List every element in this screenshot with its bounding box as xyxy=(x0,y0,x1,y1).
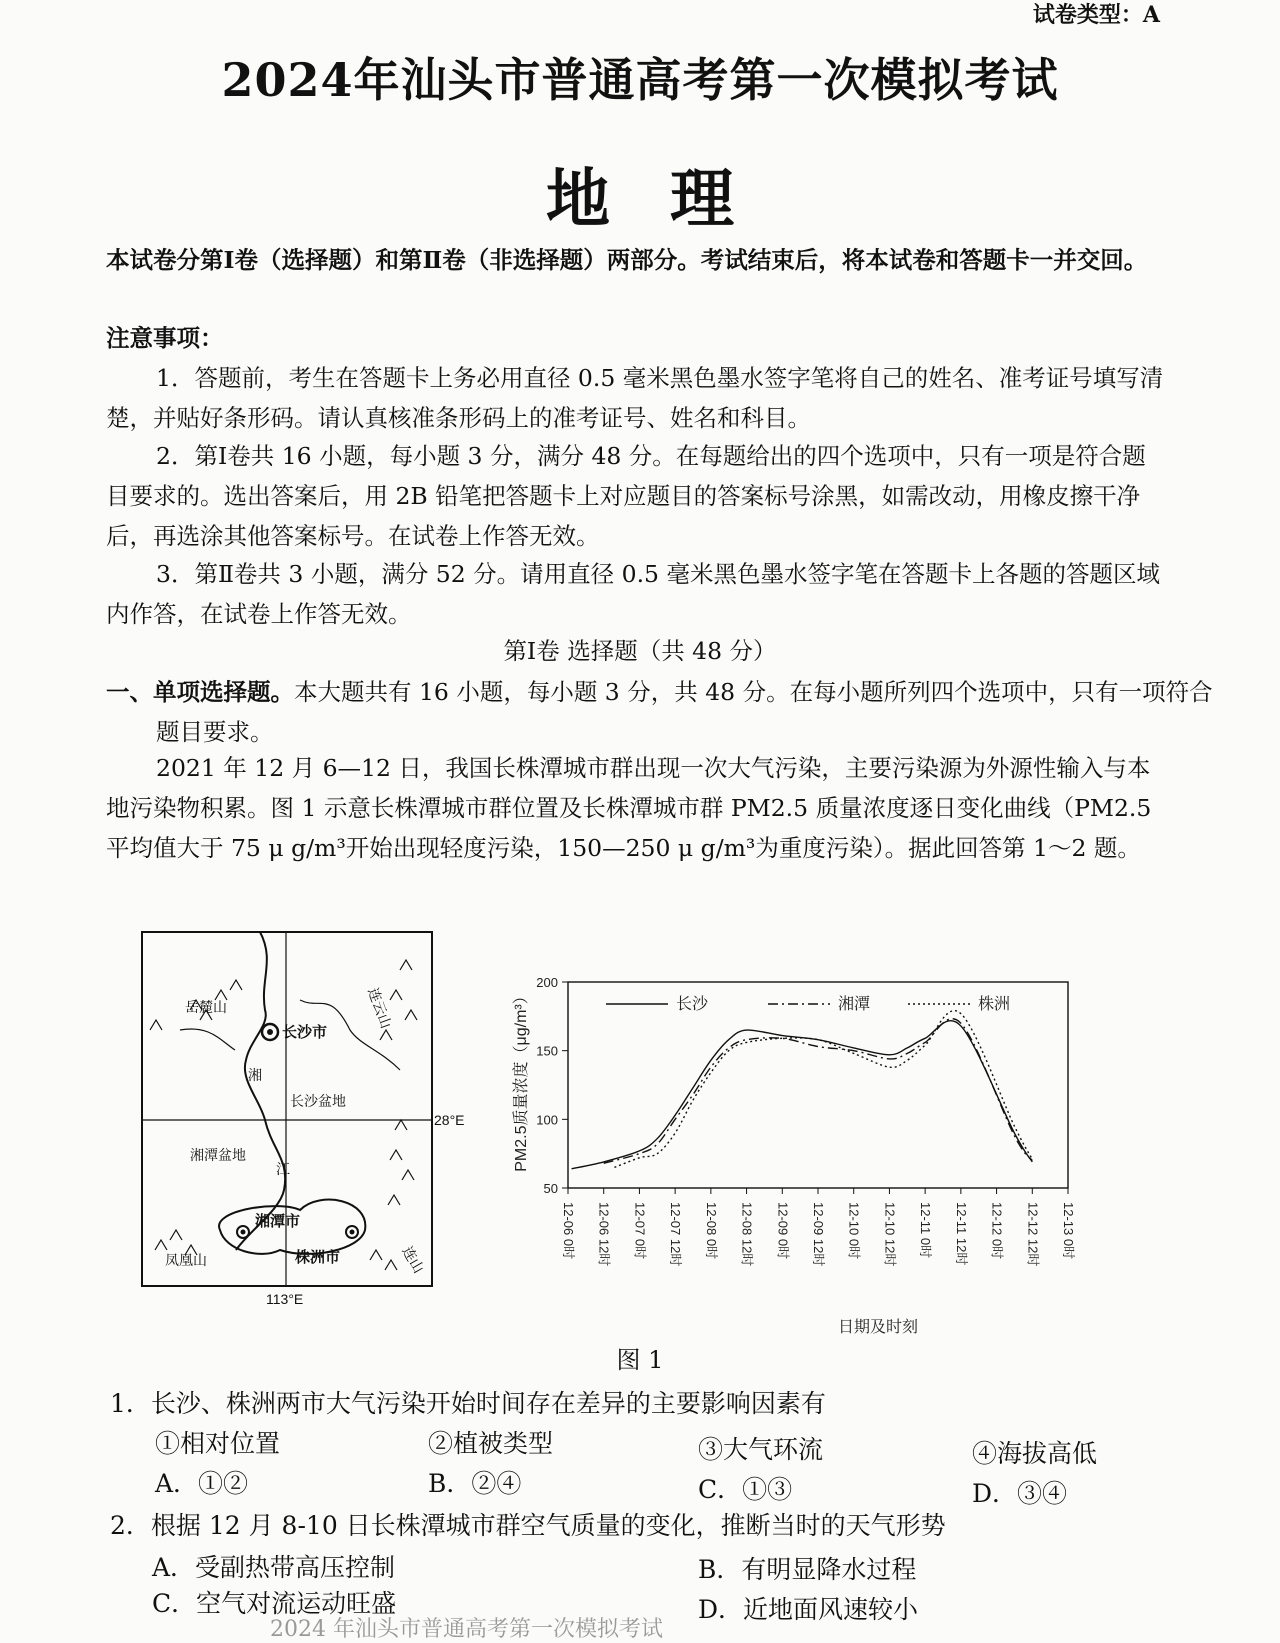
passage-text: 2021 年 12 月 6—12 日，我国长株潭城市群出现一次大气污染，主要污染源为外源性输入与本地污染物积累。图 1 示意长株潭城市群位置及长株潭城市群 PM2.5 质量浓度逐日变化曲线（PM2.5 平均值大于 75 μ g/m³开始出现轻度污染，150—250 μ g/m³为重度污染）。据此回答第 1～2 题。 xyxy=(106,754,1152,862)
question-1 xyxy=(110,1384,826,1424)
q2-option-c[interactable]: C．空气对流运动旺盛 xyxy=(152,1589,397,1618)
zhuzhou-city-dot xyxy=(350,1230,355,1235)
section1-text: 本大题共有 16 小题，每小题 3 分，共 48 分。在每小题所列四个选项中，只有一项符合题目要求。 xyxy=(156,678,1213,746)
notice-item-3: 3．第Ⅱ卷共 3 小题，满分 52 分。请用直径 0.5 毫米黑色墨水签字笔在答题卡上各题的答题区域内作答，在试卷上作答无效。 xyxy=(106,560,1160,628)
q2-option-b[interactable]: B．有明显降水过程 xyxy=(698,1555,917,1584)
changsha-label: 长沙市 xyxy=(282,1024,328,1041)
q2-option-a[interactable]: A．受副热带高压控制 xyxy=(152,1553,396,1582)
map-frame xyxy=(142,932,432,1286)
notice-item-1: 1．答题前，考生在答题卡上务必用直径 0.5 毫米黑色墨水签字笔将自己的姓名、准考证号填写清楚，并贴好条形码。请认真核准条形码上的准考证号、姓名和科目。 xyxy=(106,364,1164,432)
x-tick-label: 12-07 0时 xyxy=(632,1202,648,1260)
question-2-stem: 2．根据 12 月 8-10 日长株潭城市群空气质量的变化，推断当时的天气形势 xyxy=(110,1511,946,1540)
pm25-chart xyxy=(498,960,1138,1340)
q1-option-b[interactable]: B．②④ xyxy=(428,1469,522,1498)
q2-option-d[interactable]: D．近地面风速较小 xyxy=(698,1595,919,1624)
x-tick-label: 12-06 0时 xyxy=(561,1202,576,1260)
section1-heading xyxy=(106,672,1216,752)
x-tick-label: 12-06 12时 xyxy=(596,1202,612,1267)
intro-text: 本试卷分第Ⅰ卷（选择题）和第Ⅱ卷（非选择题）两部分。考试结束后，将本试卷和答题卡一并交回。 xyxy=(106,246,1148,274)
x-tick-label: 12-07 12时 xyxy=(668,1202,684,1267)
x-tick-label: 12-11 12时 xyxy=(953,1202,969,1266)
changsha-basin-label: 长沙盆地 xyxy=(290,1093,346,1109)
series-line-长沙 xyxy=(572,1021,1033,1169)
q1-option-a[interactable]: A．①② xyxy=(155,1469,249,1498)
longitude-label: 113°E xyxy=(266,1291,304,1307)
series-line-株洲 xyxy=(614,1011,1032,1168)
exam-title: 2024年汕头市普通高考第一次模拟考试 xyxy=(221,53,1059,107)
q1-item-2: ②植被类型 xyxy=(428,1429,554,1458)
q1-item-4: ④海拔高低 xyxy=(972,1439,1098,1468)
legend-label: 长沙 xyxy=(676,996,709,1013)
lian-mountain-label: 连山 xyxy=(399,1243,428,1276)
question-1-stem: 1．长沙、株洲两市大气污染开始时间存在差异的主要影响因素有 xyxy=(110,1389,826,1418)
x-tick-label: 12-08 12时 xyxy=(739,1202,755,1267)
notice-heading: 注意事项： xyxy=(106,324,224,352)
xiangtan-label: 湘潭市 xyxy=(255,1213,301,1230)
x-tick-label: 12-13 0时 xyxy=(1061,1202,1076,1260)
y-tick-label: 200 xyxy=(536,975,558,990)
legend-label: 株洲 xyxy=(978,996,1011,1013)
latitude-label: 28°E xyxy=(434,1112,465,1128)
y-tick-label: 150 xyxy=(536,1043,558,1059)
xiangtan-basin-label: 湘潭盆地 xyxy=(190,1147,246,1163)
q1-item-1: ①相对位置 xyxy=(155,1429,281,1458)
question-2 xyxy=(110,1506,946,1546)
x-tick-label: 12-12 12时 xyxy=(1025,1202,1041,1267)
volume1-heading: 第Ⅰ卷 选择题（共 48 分） xyxy=(503,637,777,665)
x-tick-label: 12-11 0时 xyxy=(918,1202,934,1259)
subject-title: 地理 xyxy=(546,162,794,237)
section1-label: 一、单项选择题。 xyxy=(106,678,294,706)
q1-option-d[interactable]: D．③④ xyxy=(972,1479,1068,1508)
x-tick-label: 12-08 0时 xyxy=(703,1202,719,1260)
xiang-river-label: 湘 xyxy=(248,1067,262,1083)
y-tick-label: 100 xyxy=(536,1112,558,1128)
location-map xyxy=(140,930,465,1307)
fenghuang-mountain-label: 凤凰山 xyxy=(165,1252,207,1268)
x-tick-label: 12-12 0时 xyxy=(989,1202,1005,1260)
jiang-river-label: 江 xyxy=(276,1161,290,1177)
x-tick-label: 12-10 12时 xyxy=(882,1202,898,1267)
x-axis-title: 日期及时刻 xyxy=(837,1319,919,1336)
q1-option-c[interactable]: C．①③ xyxy=(698,1475,793,1504)
lianyun-mountain-label: 连云山 xyxy=(365,985,395,1031)
paper-type: 试卷类型：A xyxy=(1032,2,1160,28)
notice-item-2: 2．第Ⅰ卷共 16 小题，每小题 3 分，满分 48 分。在每题给出的四个选项中，只有一项是符合题目要求的。选出答案后，用 2B 铅笔把答题卡上对应题目的答案标号涂黑，如需改动，用橡皮擦干净后，再选涂其他答案标号。在试卷上作答无效。 xyxy=(106,442,1146,550)
figure-caption: 图 1 xyxy=(616,1346,664,1374)
page-footer: 2024 年汕头市普通高考第一次模拟考试 xyxy=(270,1617,663,1642)
legend-label: 湘潭 xyxy=(838,996,871,1013)
q1-item-3: ③大气环流 xyxy=(698,1435,824,1464)
xiang-river xyxy=(236,932,285,1250)
changsha-city-dot xyxy=(267,1029,273,1035)
x-tick-label: 12-09 0时 xyxy=(775,1202,791,1260)
yuelu-mountain-label: 岳麓山 xyxy=(185,999,227,1015)
y-axis-title: PM2.5质量浓度（μg/m³） xyxy=(513,988,530,1172)
y-tick-label: 50 xyxy=(543,1181,558,1196)
x-tick-label: 12-10 0时 xyxy=(846,1202,862,1260)
series-line-湘潭 xyxy=(604,1019,1033,1164)
xiangtan-city-dot xyxy=(241,1230,246,1235)
x-tick-label: 12-09 12时 xyxy=(811,1202,826,1267)
zhuzhou-label: 株洲市 xyxy=(295,1249,341,1266)
